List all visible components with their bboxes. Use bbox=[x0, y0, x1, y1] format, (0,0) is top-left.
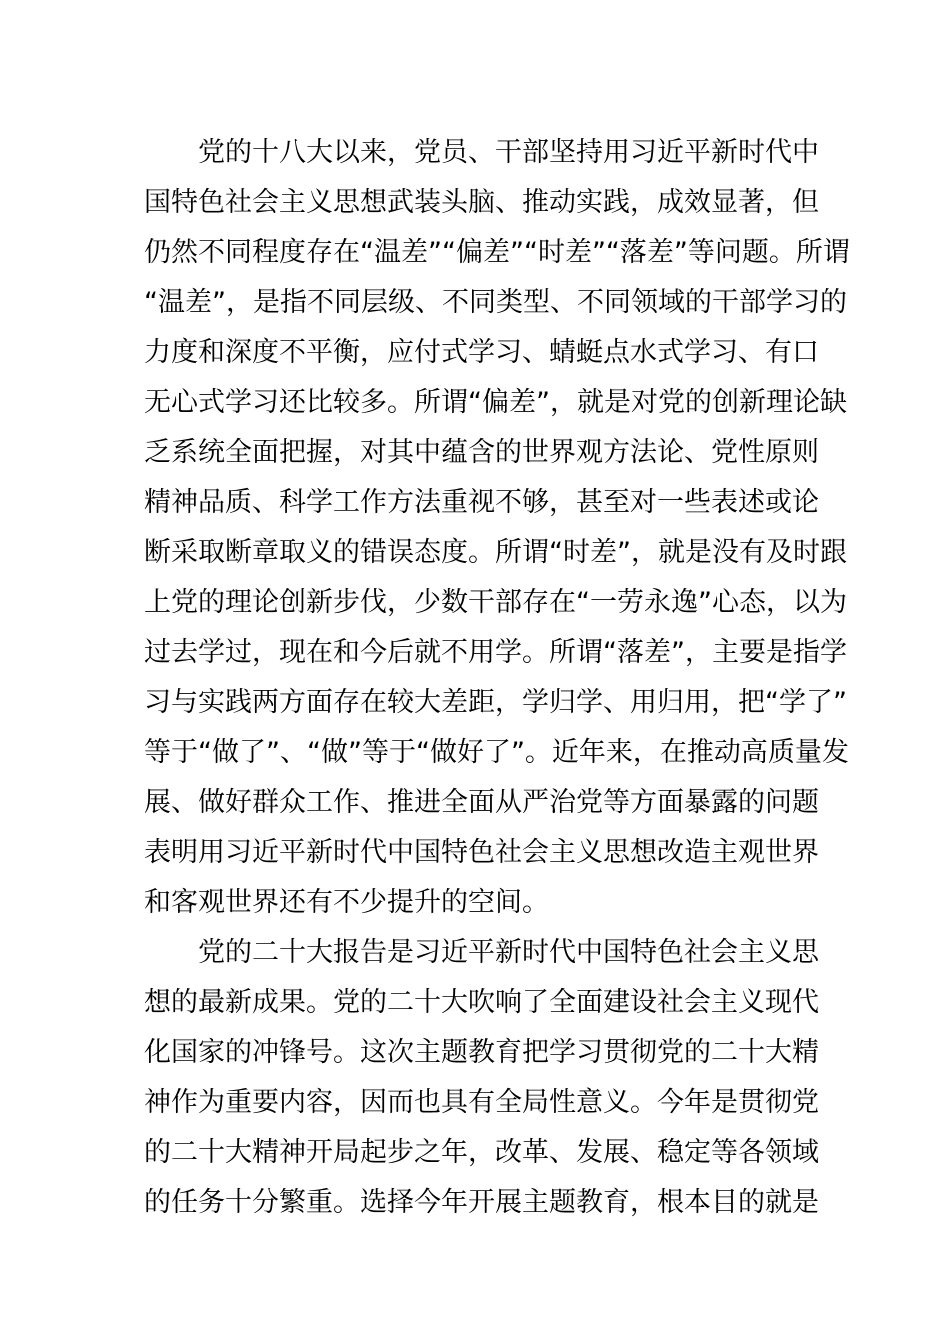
text-line: 习与实践两方面存在较大差距，学归学、用归用，把“学了” bbox=[144, 687, 847, 718]
text-line: 党的二十大报告是习近平新时代中国特色社会主义思 bbox=[198, 937, 819, 968]
paragraph-2 bbox=[144, 928, 819, 1228]
text-line: 表明用习近平新时代中国特色社会主义思想改造主观世界 bbox=[144, 837, 819, 868]
text-line: 乏系统全面把握，对其中蕴含的世界观方法论、党性原则 bbox=[144, 437, 819, 468]
text-line: 的任务十分繁重。选择今年开展主题教育，根本目的就是 bbox=[144, 1187, 819, 1218]
text-line: 过去学过，现在和今后就不用学。所谓“落差”，主要是指学 bbox=[144, 637, 847, 668]
text-line: 展、做好群众工作、推进全面从严治党等方面暴露的问题 bbox=[144, 787, 819, 818]
text-line: 力度和深度不平衡，应付式学习、蜻蜓点水式学习、有口 bbox=[144, 337, 819, 368]
text-line: 神作为重要内容，因而也具有全局性意义。今年是贯彻党 bbox=[144, 1087, 819, 1118]
text-line: 仍然不同程度存在“温差”“偏差”“时差”“落差”等问题。所谓 bbox=[144, 237, 850, 268]
paragraph-1 bbox=[144, 128, 850, 928]
text-line: 的二十大精神开局起步之年，改革、发展、稳定等各领域 bbox=[144, 1137, 819, 1168]
text-line: 上党的理论创新步伐，少数干部存在“一劳永逸”心态，以为 bbox=[144, 587, 847, 618]
text-line: 等于“做了”、“做”等于“做好了”。近年来，在推动高质量发 bbox=[144, 737, 849, 768]
text-line: 党的十八大以来，党员、干部坚持用习近平新时代中 bbox=[198, 137, 819, 168]
text-line: 精神品质、科学工作方法重视不够，甚至对一些表述或论 bbox=[144, 487, 819, 518]
text-line: 断采取断章取义的错误态度。所谓“时差”，就是没有及时跟 bbox=[144, 537, 847, 568]
text-line: 和客观世界还有不少提升的空间。 bbox=[144, 887, 549, 918]
text-line: 想的最新成果。党的二十大吹响了全面建设社会主义现代 bbox=[144, 987, 819, 1018]
text-line: 国特色社会主义思想武装头脑、推动实践，成效显著，但 bbox=[144, 187, 819, 218]
document-body bbox=[144, 128, 850, 1228]
text-line: 无心式学习还比较多。所谓“偏差”，就是对党的创新理论缺 bbox=[144, 387, 847, 418]
text-line: “温差”，是指不同层级、不同类型、不同领域的干部学习的 bbox=[144, 287, 847, 318]
text-line: 化国家的冲锋号。这次主题教育把学习贯彻党的二十大精 bbox=[144, 1037, 819, 1068]
